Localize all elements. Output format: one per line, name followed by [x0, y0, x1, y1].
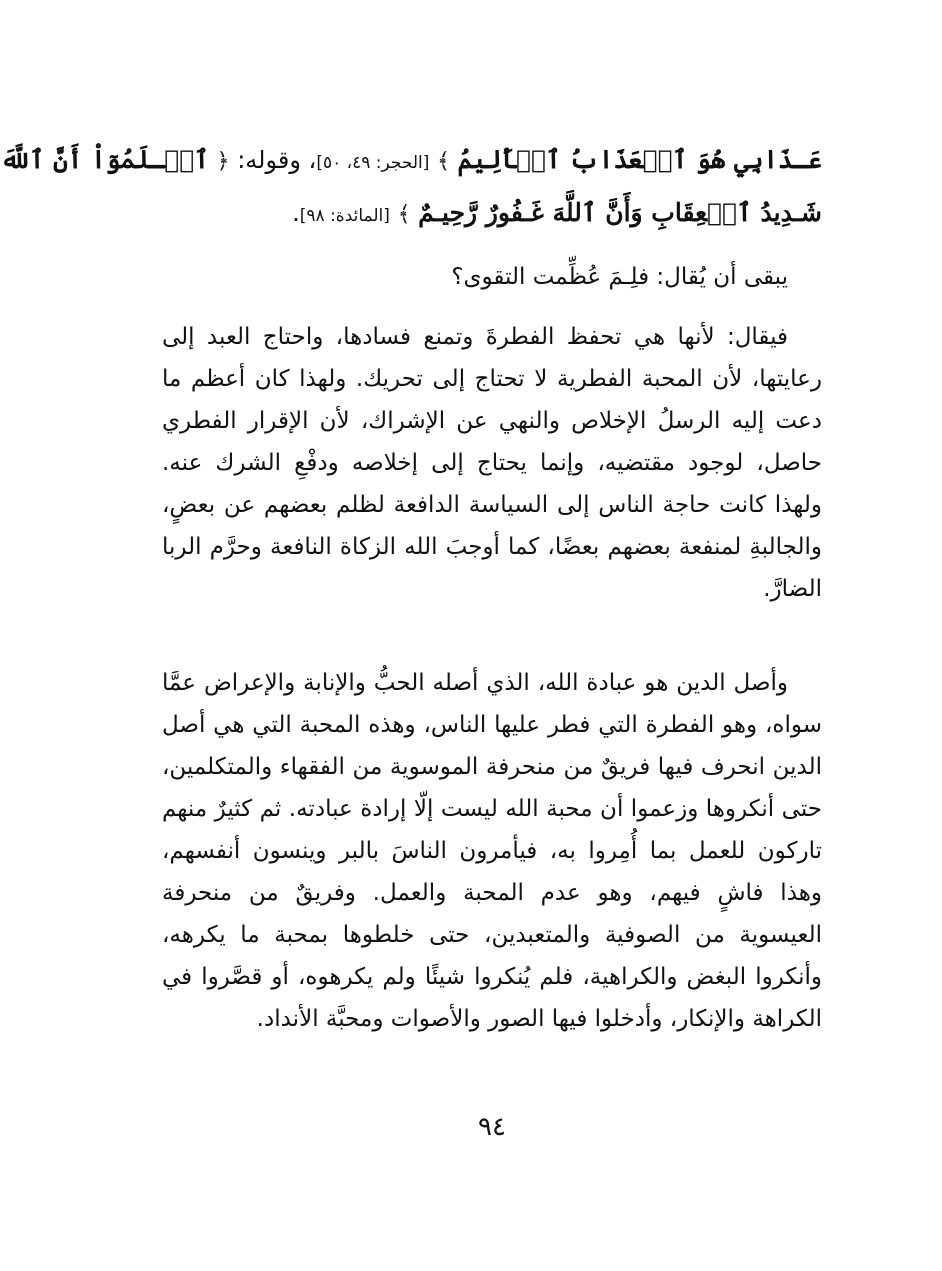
- verse-text: شَـدِيدُ ٱلۡعِقَابِ وَأَنَّ ٱللَّهَ غَـفُورٌ رَّحِيـمٌ: [418, 198, 822, 227]
- answer-paragraph: فيقال: لأنها هي تحفظ الفطرةَ وتمنع فسادها، واحتاج العبد إلى رعايتها، لأن المحبة الفطرية لا تحتاج إلى تحريك. ولهذا كان أعظم ما دعت إليه الرسلُ الإخلاص والنهي عن الإشراك، لأن الإقرار الفطري حاصل، لوجود مقتضيه، وإنما يحتاج إلى إخلاصه ودفْعِ الشرك عنه. ولهذا كانت حاجة الناس إلى السياسة الدافعة لظلم بعضهم عن بعضٍ، والجالبةِ لمنفعة بعضهم بعضًا، كما أوجبَ الله الزكاة النافعة وحرَّم الربا الضارَّ.: [162, 324, 822, 602]
- question-paragraph: يبقى أن يُقال: فلِـمَ عُظِّمت التقوى؟: [451, 264, 788, 290]
- verse-closing-bracket: ﴾: [437, 149, 450, 174]
- quranic-quote-block: [0, 135, 822, 241]
- quote-connector-text: ، وقوله:: [237, 146, 317, 174]
- verse-text: عَـذَابِي هُوَ ٱلۡعَذَابُ ٱلۡأَلِيمُ: [457, 145, 822, 174]
- quote-line-2: [162, 188, 822, 241]
- page-number: ٩٤: [478, 1112, 506, 1142]
- verse-text: ٱعۡـلَمُوٓاْ أَنَّ ٱللَّهَ: [0, 145, 210, 174]
- verse-reference: [الحجر: ٤٩، ٥٠]: [316, 153, 430, 173]
- quote-end-punctuation: .: [292, 199, 300, 227]
- religion-paragraph: وأصل الدين هو عبادة الله، الذي أصله الحبُّ والإنابة والإعراض عمَّا سواه، وهو الفطرة التي فطر عليها الناس، وهذه المحبة التي هي أصل الدين انحرف فيها فريقٌ من منحرفة الموسوية من الفقهاء والمتكلمين، حتى أنكروها وزعموا أن محبة الله ليست إلّا إرادة عبادته. ثم كثيرٌ منهم تاركون للعمل بما أُمِروا به، فيأمرون الناسَ بالبر وينسون أنفسهم، وهذا فاشٍ فيهم، وهو عدم المحبة والعمل. وفريقٌ من منحرفة العيسوية من الصوفية والمتعبدين، حتى خلطوها بمحبة ما يكرهه، وأنكروا البغض والكراهية، فلم يُنكروا شيئًا ولم يكرهوه، أو قصَّروا في الكراهة والإنكار، وأدخلوا فيها الصور والأصوات ومحبَّة الأنداد.: [162, 670, 822, 1032]
- verse-closing-bracket: ﴾: [397, 202, 411, 227]
- quote-line-1: [0, 135, 822, 188]
- verse-opening-bracket: ﴿: [216, 149, 230, 174]
- verse-reference: [المائدة: ٩٨]: [299, 206, 390, 226]
